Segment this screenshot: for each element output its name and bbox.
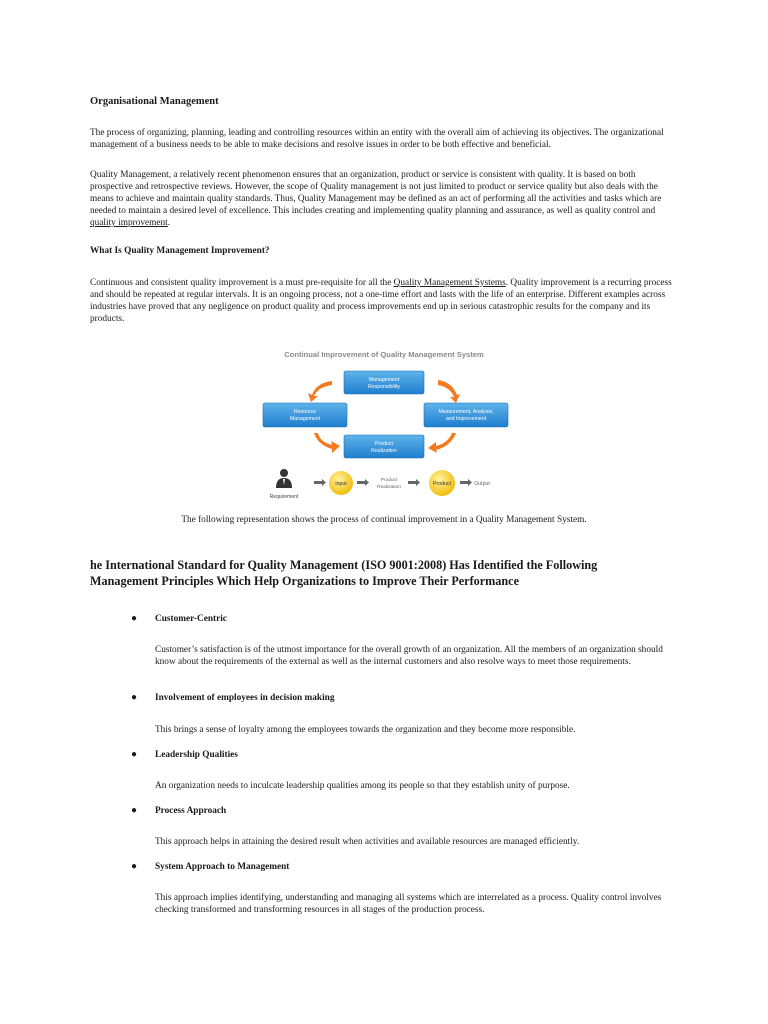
box-label: Management <box>289 416 321 422</box>
arrow-bottom-left <box>314 433 340 453</box>
principle-description: This brings a sense of loyalty among the employees towards the organization and they become more responsible. <box>155 725 576 735</box>
requirement-person-icon <box>276 469 292 488</box>
principle-description: Customer’s satisfaction is of the utmost importance for the overall growth of an organization. All the members of an organization should know about the requirements of the external as well as the internal customers and also resolve ways to meet those requirements. <box>155 645 663 667</box>
principle-description: This approach implies identifying, understanding and managing all systems which are interrelated as a process. Quality control involves checking transformed and transforming resources in all stages of the production process. <box>155 893 662 915</box>
page-title: Organisational Management <box>90 96 219 107</box>
arrow-top-left <box>308 381 332 402</box>
bullet-icon: ● <box>131 613 138 624</box>
paragraph-text-after: . Quality improvement is a recurring process and should be repeated at regular intervals. It is an ongoing process, not a one-time effort and lasts with the life of an enterprise. Different examples across industries have proved that any negligence on product quality and process improvements end up in serious catastrophic results for the company and its products. <box>90 278 672 324</box>
principle-title: Process Approach <box>155 806 227 816</box>
input-label: Input <box>335 481 347 487</box>
product-label: Product <box>433 481 451 487</box>
arrow-top-right <box>438 380 460 403</box>
product-realization-label: Realization <box>377 485 401 490</box>
measurement-analysis-box <box>424 403 508 427</box>
bullet-icon: ● <box>131 805 138 816</box>
principle-title: Leadership Qualities <box>155 750 238 760</box>
principle-title: System Approach to Management <box>155 862 290 872</box>
paragraph-text: Quality Management, a relatively recent phenomenon ensures that an organization, product or service is consistent with quality. It is based on both prospective and retrospective reviews. However, the scope of Quality management is not just limited to product or service quality but also deals with the means to achieve and maintain quality standards. Thus, Quality Management may be defined as an act of performing all the activities and tasks which are needed to maintain a desired level of excellence. This includes creating and implementing quality planning and assurance, as well as quality control and <box>90 170 662 216</box>
quality-management-paragraph <box>90 169 678 229</box>
iso-section-heading: he International Standard for Quality Management (ISO 9001:2008) Has Identified the Following Management Principles Which Help Organizations to Improve Their Performance <box>90 558 598 588</box>
principle-title: Customer-Centric <box>155 614 227 624</box>
paragraph-end: . <box>167 218 171 228</box>
box-label: Product <box>375 441 393 447</box>
continual-improvement-diagram <box>256 345 512 505</box>
output-label: Output <box>474 481 490 487</box>
improvement-paragraph <box>90 277 678 325</box>
requirement-label: Requirement <box>269 494 299 500</box>
bullet-icon: ● <box>131 749 138 760</box>
box-label: Measurement, Analysis, <box>438 409 494 415</box>
principle-description: An organization needs to inculcate leadership qualities among its people so that they establish unity of purpose. <box>155 781 570 791</box>
flow-arrow <box>314 479 326 486</box>
resource-management-box <box>263 403 347 427</box>
quality-improvement-link[interactable]: quality improvement <box>90 218 168 228</box>
intro-paragraph: The process of organizing, planning, leading and controlling resources within an entity with the overall aim of achieving its objectives. The organizational management of a business needs to be able to make decisions and resolve issues in order to be both effective and beneficial. <box>90 128 664 150</box>
principle-title: Involvement of employees in decision making <box>155 693 335 703</box>
paragraph-text: Continuous and consistent quality improvement is a must pre-requisite for all the <box>90 278 394 288</box>
box-label: and Improvement <box>445 416 487 422</box>
bullet-icon: ● <box>131 861 138 872</box>
bullet-icon: ● <box>131 692 138 703</box>
flow-arrow <box>408 479 420 486</box>
principle-description: This approach helps in attaining the desired result when activities and available resources are managed efficiently. <box>155 837 580 847</box>
diagram-title: Continual Improvement of Quality Management System <box>284 350 484 359</box>
box-label: Responsibility <box>367 384 401 390</box>
section-subheading: What Is Quality Management Improvement? <box>90 246 270 256</box>
flow-arrow <box>460 479 472 486</box>
figure-caption: The following representation shows the process of continual improvement in a Quality Management System. <box>181 515 587 525</box>
product-realization-label: Product <box>380 478 398 483</box>
arrow-bottom-right <box>428 433 456 453</box>
box-label: Resource <box>293 409 317 415</box>
box-label: Management <box>368 377 400 383</box>
flow-arrow <box>357 479 369 486</box>
box-label: Realization <box>371 448 397 454</box>
quality-management-systems-link[interactable]: Quality Management Systems <box>393 278 506 288</box>
